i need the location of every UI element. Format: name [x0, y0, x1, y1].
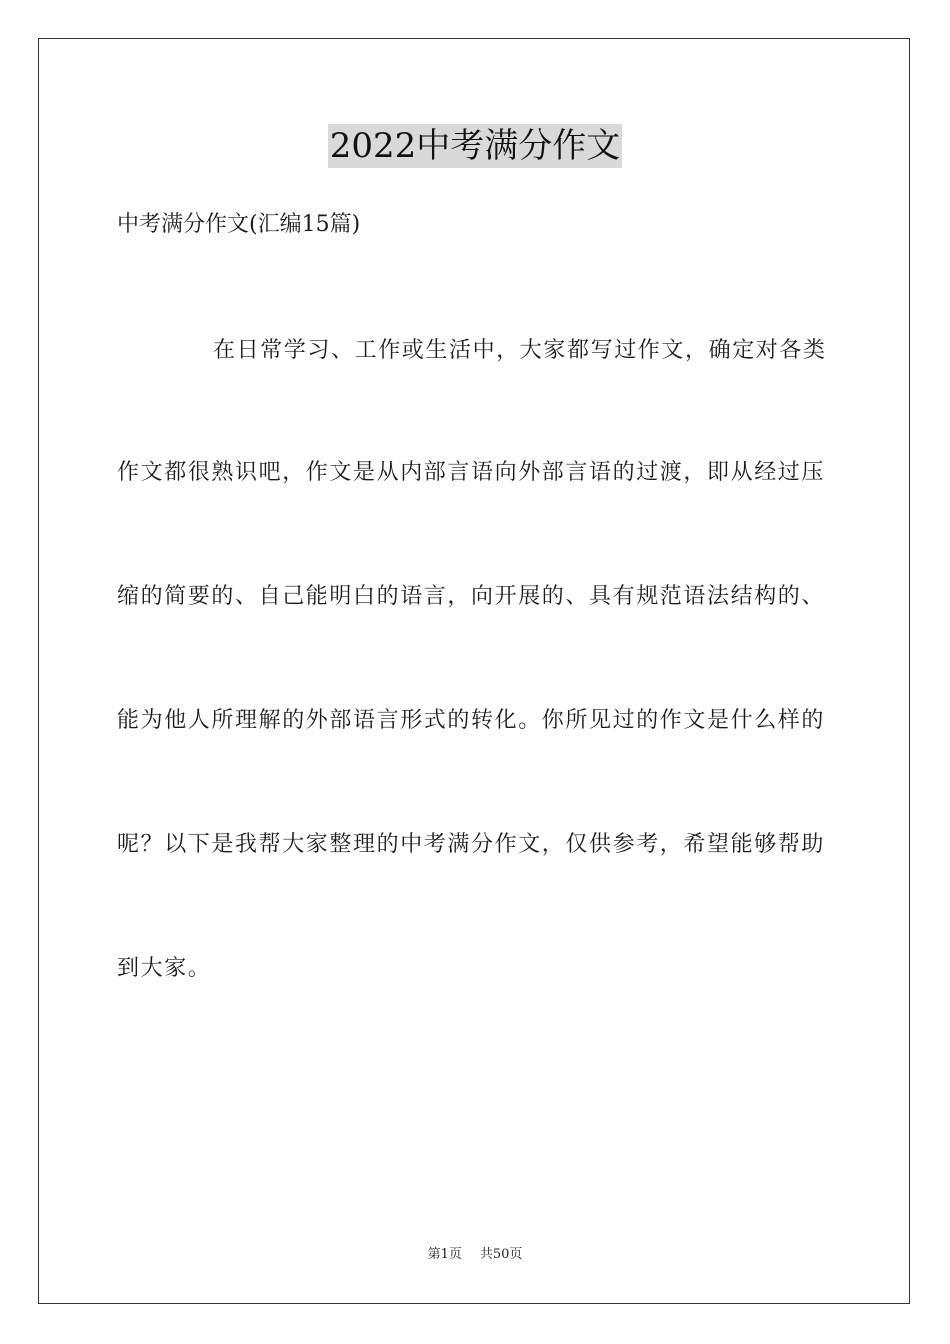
document-subtitle: 中考满分作文(汇编15篇)	[117, 212, 361, 237]
paragraph-line: 到大家。	[117, 956, 212, 981]
document-title: 2022中考满分作文	[329, 126, 621, 166]
title-container	[0, 124, 950, 168]
paragraph-line: 缩的简要的、自己能明白的语言，向开展的、具有规范语法结构的、	[117, 584, 826, 609]
page-total: 共50页	[479, 1247, 523, 1262]
paragraph-line: 呢？以下是我帮大家整理的中考满分作文，仅供参考，希望能够帮助	[117, 832, 826, 857]
page-footer	[0, 1246, 950, 1264]
paragraph-line: 作文都很熟识吧，作文是从内部言语向外部言语的过渡，即从经过压	[117, 460, 826, 485]
paragraph-line: 在日常学习、工作或生活中，大家都写过作文，确定对各类	[213, 338, 827, 363]
paragraph-line: 能为他人所理解的外部语言形式的转化。你所见过的作文是什么样的	[117, 708, 826, 733]
page-number: 第1页	[427, 1247, 462, 1262]
